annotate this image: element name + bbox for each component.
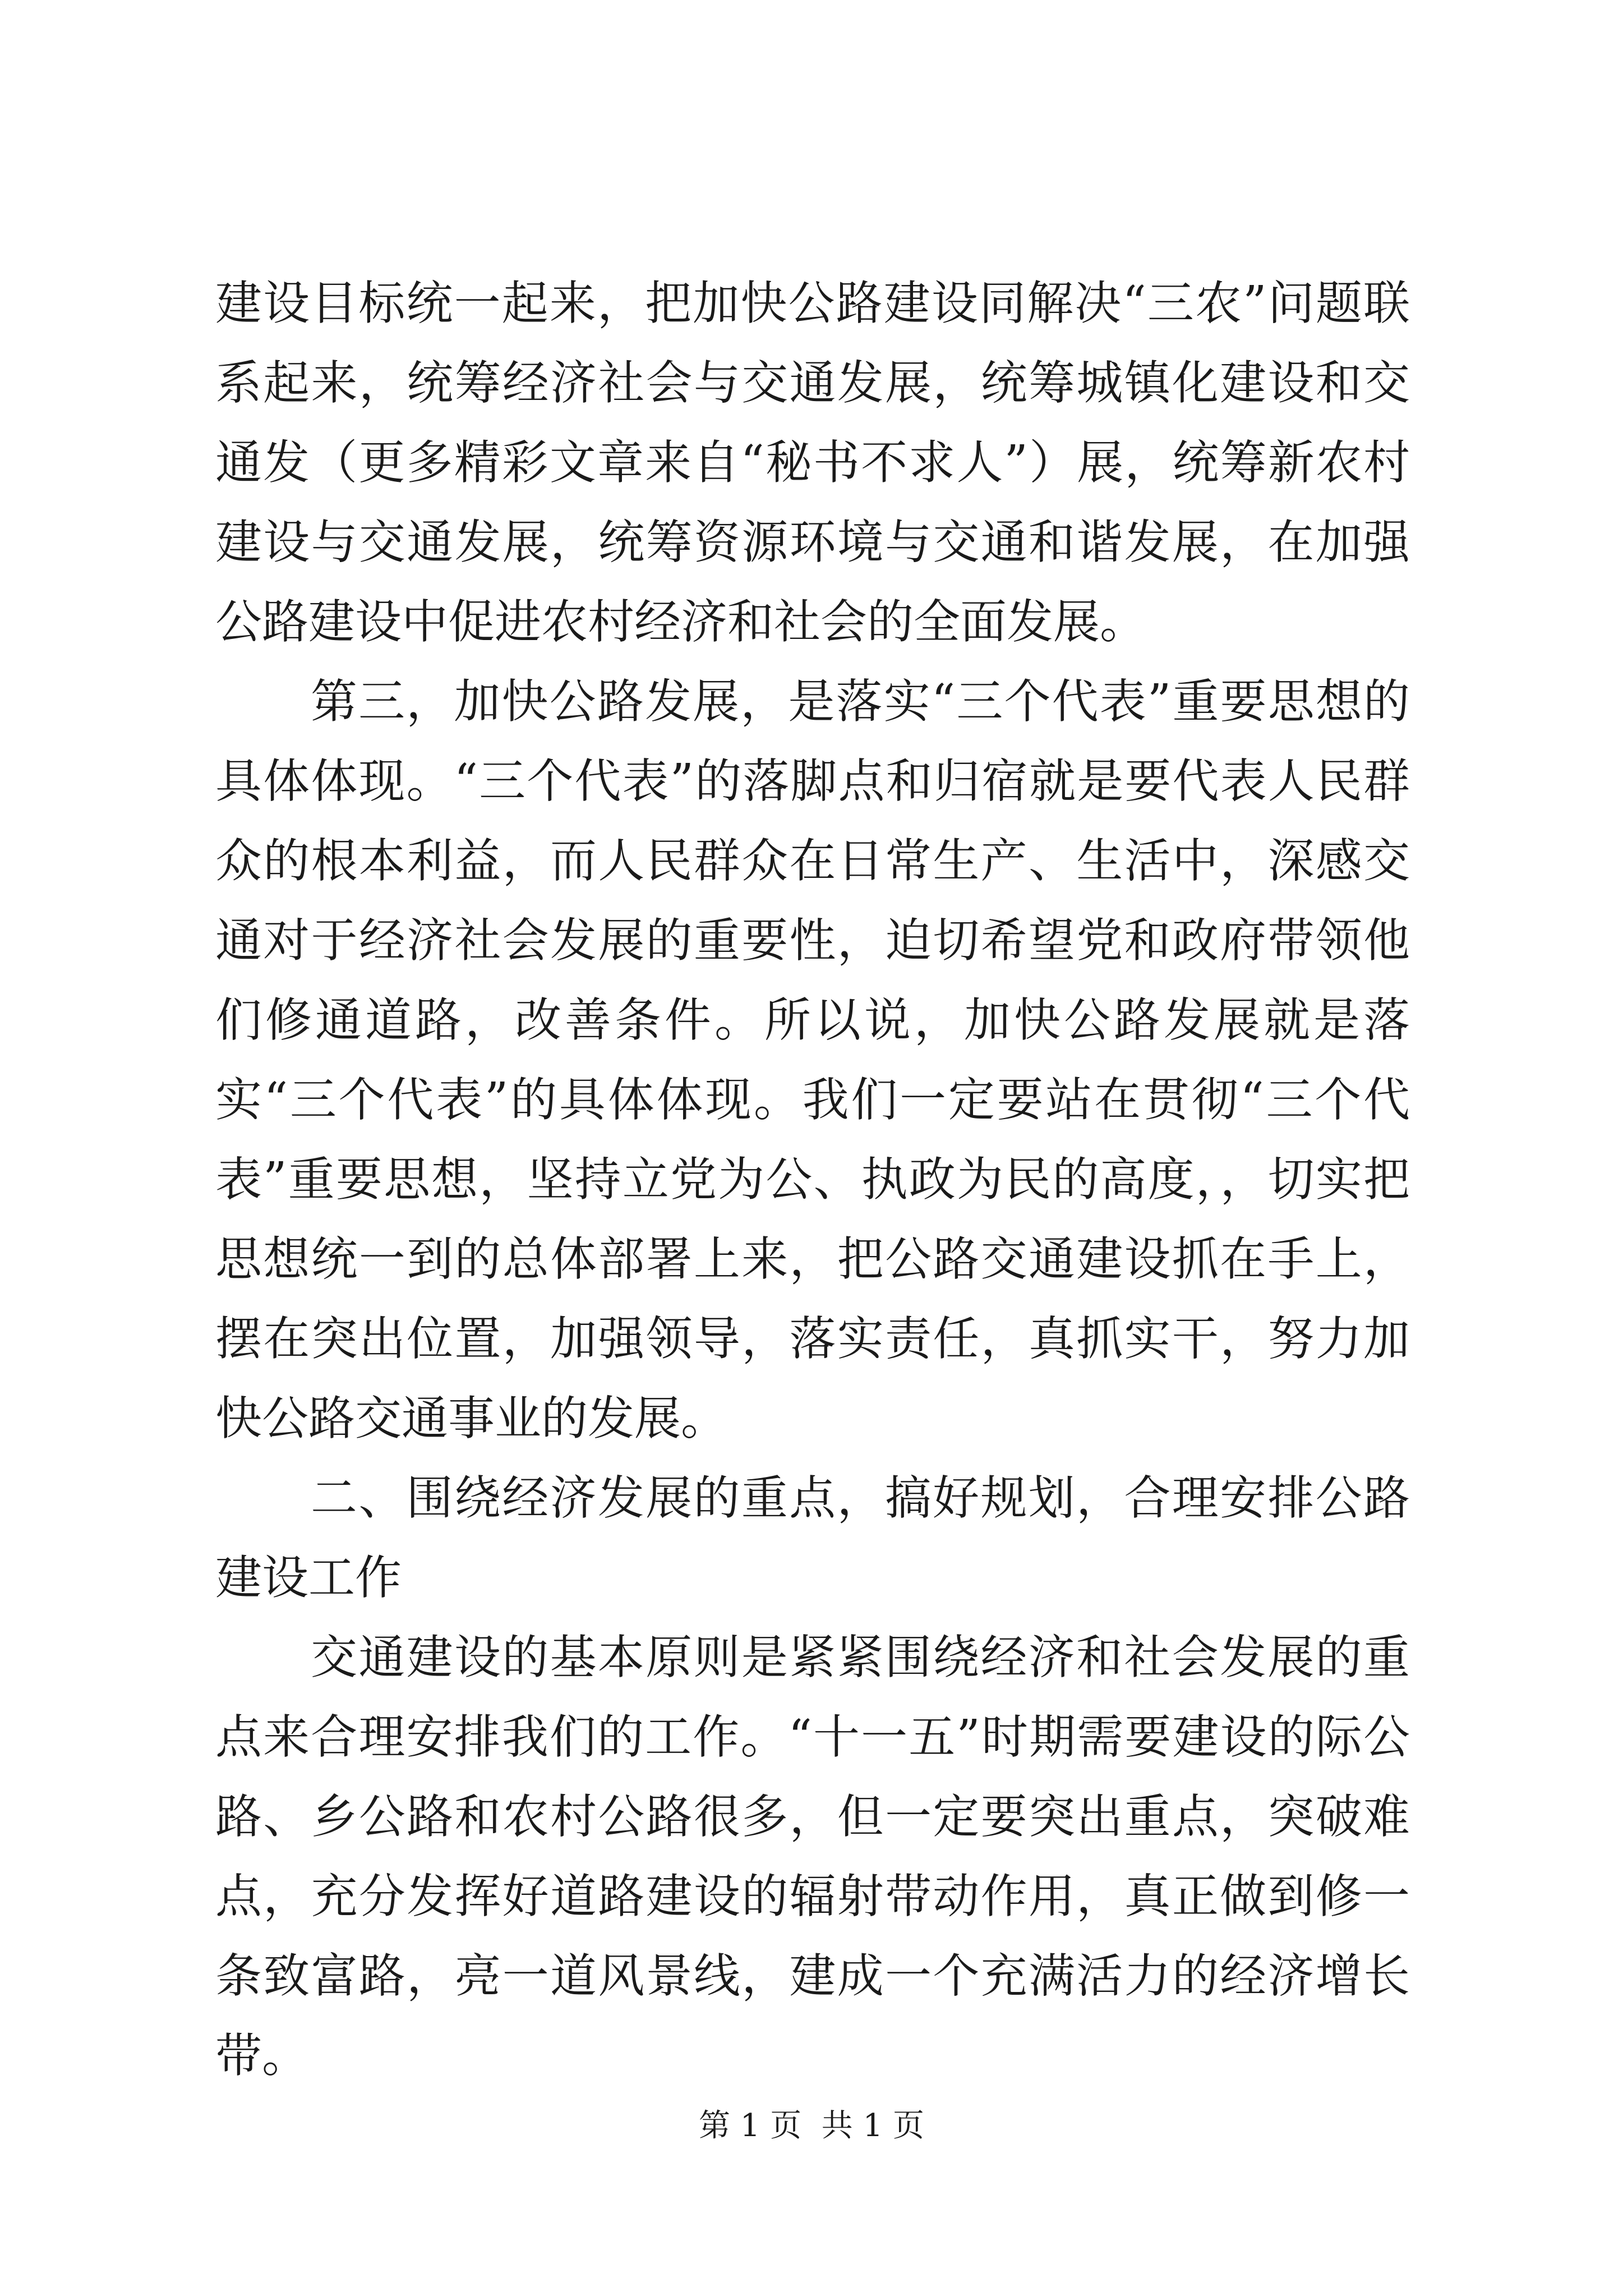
paragraph-2: 第三，加快公路发展，是落实“三个代表”重要思想的具体体现。“三个代表”的落脚点和归宿就是要代表人民群众的根本利益，而人民群众在日常生产、生活中，深感交通对于经济社会发展的重要性，迫切希望党和政府带领他们修通道路，改善条件。所以说，加快公路发展就是落实“三个代表”的具体体现。我们一定要站在贯彻“三个代表”重要思想，坚持立党为公、执政为民的高度，，切实把思想统一到的总体部署上来，把公路交通建设抓在手上，摆在突出位置，加强领导，落实责任，真抓实干，努力加快公路交通事业的发展。 — [215, 674, 1410, 1446]
paragraph-3: 交通建设的基本原则是紧紧围绕经济和社会发展的重点来合理安排我们的工作。“十一五”时期需要建设的际公路、乡公路和农村公路很多，但一定要突出重点，突破难点，充分发挥好道路建设的辐射带动作用，真正做到修一条致富路，亮一道风景线，建成一个充满活力的经济增长带。 — [215, 1630, 1410, 2083]
body-text — [215, 264, 1410, 2096]
page-footer: 第 1 页 共 1 页 — [698, 2108, 925, 2144]
paragraph-1: 建设目标统一起来，把加快公路建设同解决“三农”问题联系起来，统筹经济社会与交通发展，统筹城镇化建设和交通发（更多精彩文章来自“秘书不求人”）展，统筹新农村建设与交通发展，统筹资源环境与交通和谐发展，在加强公路建设中促进农村经济和社会的全面发展。 — [215, 276, 1410, 649]
section-heading: 二、围绕经济发展的重点，搞好规划，合理安排公路建设工作 — [215, 1471, 1410, 1605]
